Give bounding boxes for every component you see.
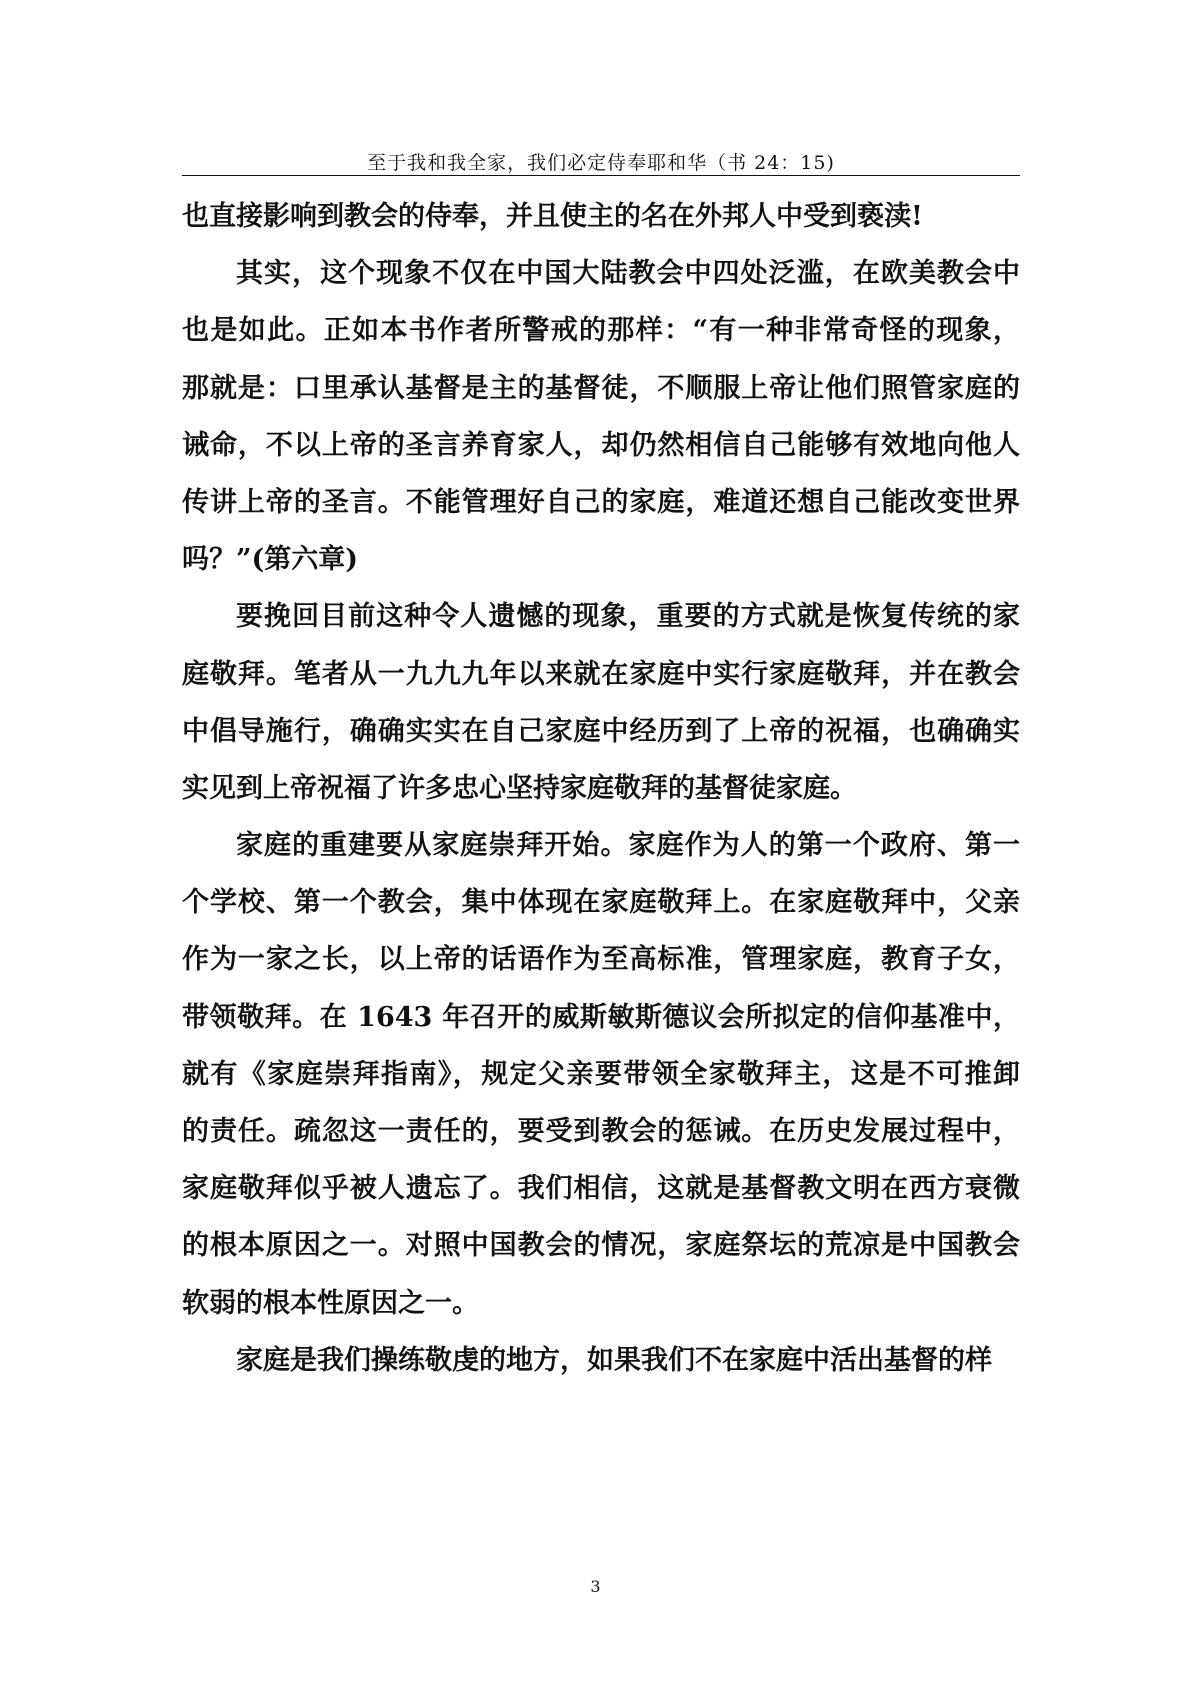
running-header: 至于我和我全家，我们必定侍奉耶和华（书 24：15) <box>367 152 835 174</box>
text-line: 也是如此。正如本书作者所警戒的那样：“有一种非常奇怪的现象， <box>182 315 1020 347</box>
text-line: 的根本原因之一。对照中国教会的情况，家庭祭坛的荒凉是中国教会 <box>182 1230 1020 1262</box>
paragraph <box>182 1332 1020 1389</box>
text-line: 传讲上帝的圣言。不能管理好自己的家庭，难道还想自己能改变世界 <box>182 486 1020 518</box>
text-line: 其实，这个现象不仅在中国大陆教会中四处泛滥，在欧美教会中 <box>236 258 1020 290</box>
paragraph <box>182 588 1020 817</box>
text-line: 实见到上帝祝福了许多忠心坚持家庭敬拜的基督徒家庭。 <box>182 772 857 804</box>
text-line: 作为一家之长，以上帝的话语作为至高标准，管理家庭，教育子女， <box>182 944 1020 976</box>
header-rule <box>182 175 1020 176</box>
page-number: 3 <box>590 1577 601 1596</box>
text-line: 带领敬拜。在 1643 年召开的威斯敏斯德议会所拟定的信仰基准中， <box>182 1001 1020 1033</box>
text-line: 软弱的根本性原因之一。 <box>182 1287 479 1319</box>
text-line: 家庭的重建要从家庭崇拜开始。家庭作为人的第一个政府、第一 <box>236 830 1020 862</box>
body-text <box>182 188 1020 1389</box>
text-line: 诫命，不以上帝的圣言养育家人，却仍然相信自己能够有效地向他人 <box>182 429 1020 461</box>
text-line: 的责任。疏忽这一责任的，要受到教会的惩诫。在历史发展过程中， <box>182 1116 1020 1147</box>
text-line: 吗？”(第六章) <box>182 544 359 576</box>
text-line: 中倡导施行，确确实实在自己家庭中经历到了上帝的祝福，也确确实 <box>182 715 1020 747</box>
text-line: 那就是：口里承认基督是主的基督徒，不顺服上帝让他们照管家庭的 <box>182 372 1020 404</box>
text-line: 个学校、第一个教会，集中体现在家庭敬拜上。在家庭敬拜中，父亲 <box>182 887 1020 919</box>
paragraph <box>182 245 1020 588</box>
text-line: 家庭是我们操练敬虔的地方，如果我们不在家庭中活出基督的样 <box>236 1344 992 1376</box>
paragraph <box>182 188 1020 245</box>
paragraph <box>182 817 1020 1332</box>
text-line: 要挽回目前这种令人遗憾的现象，重要的方式就是恢复传统的家 <box>236 601 1020 633</box>
text-line: 也直接影响到教会的侍奉，并且使主的名在外邦人中受到亵渎! <box>182 201 923 232</box>
text-line: 庭敬拜。笔者从一九九九年以来就在家庭中实行家庭敬拜，并在教会 <box>182 658 1020 690</box>
text-line: 就有《家庭崇拜指南》，规定父亲要带领全家敬拜主，这是不可推卸 <box>182 1058 1020 1090</box>
text-line: 家庭敬拜似乎被人遗忘了。我们相信，这就是基督教文明在西方衰微 <box>182 1173 1020 1205</box>
